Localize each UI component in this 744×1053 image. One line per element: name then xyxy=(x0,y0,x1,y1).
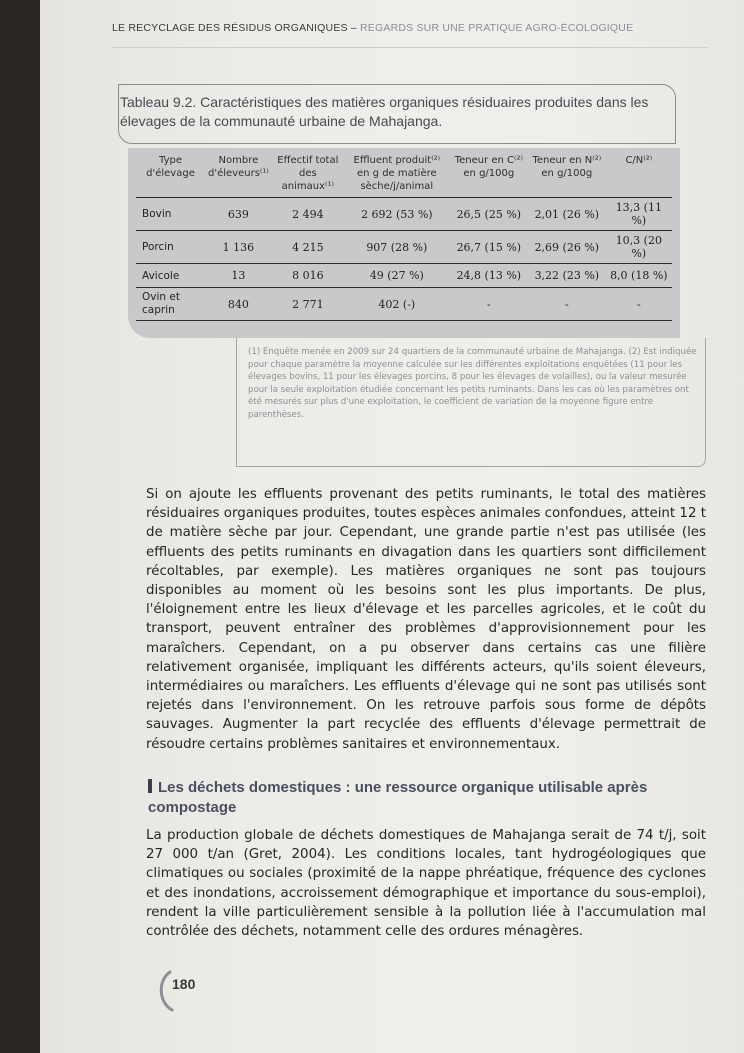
table-cell: 26,7 (15 %) xyxy=(450,231,528,264)
col-header-nitrogen: Teneur en N⁽²⁾ en g/100g xyxy=(532,155,602,179)
table-cell: Ovin et caprin xyxy=(136,288,205,321)
running-title: LE RECYCLAGE DES RÉSIDUS ORGANIQUES – xyxy=(112,22,357,34)
table-cell: 3,22 (23 %) xyxy=(528,264,606,288)
running-header xyxy=(112,22,633,34)
table-cell: 1 136 xyxy=(205,231,272,264)
col-header-herd-size: Effectif total des animaux⁽¹⁾ xyxy=(277,155,339,192)
body-paragraph-2: La production globale de déchets domestiques de Mahajanga serait de 74 t/j, soit 27 000 t/an (Gret, 2004). Les conditions locales, tant hydrogéologiques que climatiques ou sociales (proximité de la nappe phréatique, fréquence des cyclones et des inondations, accroissement démographique et importance du sous-emploi), rendent la ville particulièrement sensible à la pollution liée à l'accumulation mal contrôlée des déchets, notamment celle des ordures ménagères. xyxy=(146,828,706,940)
heading-marker xyxy=(148,779,152,793)
body-paragraph-1: Si on ajoute les effluents provenant des petits ruminants, le total des matières résiduaires organiques produites, toutes espèces animales confondues, atteint 12 t de matière sèche par jour. Cependant, une grande partie n'est pas utilisée (les effluents des petits ruminants en divagation dans les quartiers sont difficilement récoltables, par exemple). Les matières organiques ne sont pas toujours disponibles au moment où les besoins sont les plus importants. De plus, l'éloignement entre les lieux d'élevage et les parcelles agricoles, et le coût du transport, peuvent entraîner des problèmes d'approvisionnement pour les maraîchers. Cependant, on a pu observer dans certains cas une filière relativement organisée, impliquant les différents acteurs, qu'ils soient éleveurs, intermédiaires ou maraîchers. Les effluents d'élevage qui ne sont pas utilisés sont rejetés dans l'environnement. On les retrouve parfois sous forme de dépôts sauvages. Augmenter la part recyclée des effluents d'élevage permettrait de résoudre certains problèmes sanitaires et environnementaux. xyxy=(146,487,706,752)
table-cell: 13 xyxy=(205,264,272,288)
table-cell: 26,5 (25 %) xyxy=(450,198,528,231)
table-row xyxy=(136,231,672,264)
table-cell: 24,8 (13 %) xyxy=(450,264,528,288)
table-cell: 2,69 (26 %) xyxy=(528,231,606,264)
table-cell: 639 xyxy=(205,198,272,231)
book-page xyxy=(40,0,744,1053)
table-cell: 2 494 xyxy=(272,198,344,231)
page-folio xyxy=(156,968,202,1014)
table-row xyxy=(136,198,672,231)
table-cell: 2 771 xyxy=(272,288,344,321)
table-cell: 13,3 (11 %) xyxy=(606,198,672,231)
section-heading xyxy=(148,778,708,818)
table-row xyxy=(136,264,672,288)
table-cell: 2 692 (53 %) xyxy=(344,198,450,231)
running-subtitle: REGARDS SUR UNE PRATIQUE AGRO-ÉCOLOGIQUE xyxy=(360,22,634,34)
col-header-carbon: Teneur en C⁽²⁾ en g/100g xyxy=(454,155,523,179)
table-cell: 8 016 xyxy=(272,264,344,288)
table-header-row xyxy=(136,150,672,198)
table-cell: 49 (27 %) xyxy=(344,264,450,288)
data-table xyxy=(136,150,672,321)
table-cell: - xyxy=(528,288,606,321)
table-cell: 8,0 (18 %) xyxy=(606,264,672,288)
col-header-cn-ratio: C/N⁽²⁾ xyxy=(625,155,653,166)
table-cell: Avicole xyxy=(136,264,205,288)
page-number: 180 xyxy=(172,976,196,992)
table-cell: - xyxy=(606,288,672,321)
col-header-breeders: Nombre d'éleveurs⁽¹⁾ xyxy=(208,155,269,179)
col-header-effluent: Effluent produit⁽²⁾ en g de matière sèche/j/animal xyxy=(353,155,441,192)
table-cell: - xyxy=(450,288,528,321)
table-cell: 402 (-) xyxy=(344,288,450,321)
table-notes: (1) Enquête menée en 2009 sur 24 quartiers de la communauté urbaine de Mahajanga. (2) Est indiquée pour chaque paramètre la moyenne calculée sur les différentes exploitations enquêtées (11 pour les élevages bovins, 11 pour les élevages porcins, 8 pour les élevages de volailles), ou la valeur mesurée pour la seule exploitation étudiée concernant les petits ruminants. Dans les cas où les paramètres ont été mesurés sur plus d'une exploitation, le coefficient de variation de la moyenne figure entre parenthèses. xyxy=(248,347,697,420)
col-header-type: Type d'élevage xyxy=(146,155,195,179)
table-cell: 907 (28 %) xyxy=(344,231,450,264)
table-row xyxy=(136,288,672,321)
section-heading-text: Les déchets domestiques : une ressource organique utilisable après compostage xyxy=(148,779,648,816)
table-cell: 840 xyxy=(205,288,272,321)
header-rule xyxy=(112,47,707,48)
table-cell: Bovin xyxy=(136,198,205,231)
table-cell: 2,01 (26 %) xyxy=(528,198,606,231)
table-cell: Porcin xyxy=(136,231,205,264)
table-caption: Tableau 9.2. Caractéristiques des matières organiques résiduaires produites dans les élevages de la communauté urbaine de Mahajanga. xyxy=(120,94,649,129)
table-cell: 10,3 (20 %) xyxy=(606,231,672,264)
table-cell: 4 215 xyxy=(272,231,344,264)
